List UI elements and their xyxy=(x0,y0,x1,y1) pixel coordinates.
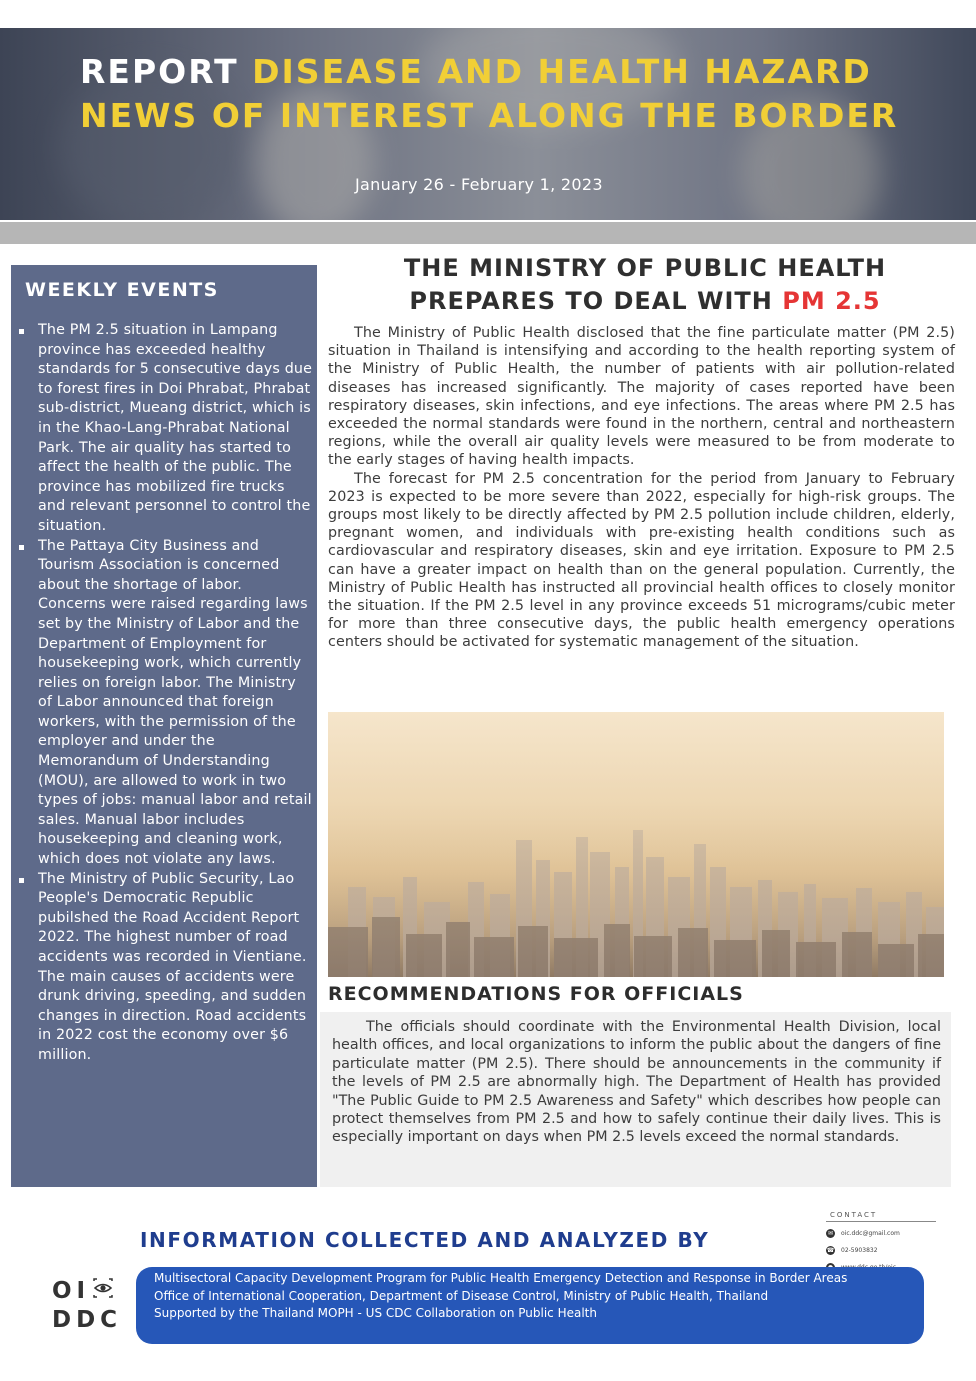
report-title-line2: NEWS OF INTEREST ALONG THE BORDER xyxy=(80,96,899,135)
article-title-highlight: PM 2.5 xyxy=(782,287,881,315)
weekly-events-title: WEEKLY EVENTS xyxy=(25,279,219,301)
support-line: Supported by the Thailand MOPH - US CDC Collaboration on Public Health xyxy=(154,1306,597,1320)
report-title xyxy=(80,50,940,138)
list-item: The PM 2.5 situation in Lampang province has exceeded healthy standards for 5 consecutive days due to forest fires in Doi Phrabat, Phrabat sub-district, Mueang district, which is in the Khao-Lang-Phrabat National Park. The air quality has started to affect the health of the public. The province has mobilized fire trucks and relevant personnel to control the situation. xyxy=(18,321,314,537)
divider-strip xyxy=(0,222,976,244)
smog-city-photo xyxy=(328,712,944,977)
program-info-box xyxy=(136,1267,924,1344)
header-banner xyxy=(0,28,976,220)
article-body xyxy=(328,324,955,652)
report-title-word: REPORT xyxy=(80,52,239,91)
weekly-events-list xyxy=(18,321,314,1066)
list-item: The Ministry of Public Security, Lao People's Democratic Republic pubilshed the Road Accident Report 2022. The highest number of road accidents was recorded in Vientiane. The main causes of accidents were drunk driving, speeding, and sudden changes in direction. Road accidents in 2022 cost the economy over $6 million. xyxy=(18,870,314,1066)
article-paragraph: The forecast for PM 2.5 concentration for the period from January to February 2023 is expected to be more severe than 2022, especially for high-risk groups. The groups most likely to be directly affected by PM 2.5 pollution include children, elderly, pregnant women, and individuals with pre-existing health conditions such as cardiovascular and respiratory diseases, skin and eye irritation. Exposure to PM 2.5 can have a greater impact on health than on the general population. Currently, the Ministry of Public Health has instructed all provincial health offices to closely monitor the situation. If the PM 2.5 level in any province exceeds 51 micrograms/cubic meter for more than three consecutive days, the public health emergency operations centers should be activated for systematic management of the situation. xyxy=(328,470,955,651)
phone-icon: ☎ xyxy=(826,1246,835,1254)
contact-email-text: oic.ddc@gmail.com xyxy=(841,1229,900,1237)
email-icon: ✉ xyxy=(827,1229,834,1237)
contact-phone-text: 02-5903832 xyxy=(841,1246,878,1254)
contact-label: CONTACT xyxy=(830,1211,878,1219)
oic-ddc-logo xyxy=(52,1277,132,1337)
report-date: January 26 - February 1, 2023 xyxy=(355,175,603,194)
recommendations-text: The officials should coordinate with the Environmental Health Division, local health offices, and local organizations to inform the public about the dangers of fine particulate matter (PM 2.5). There should be announcements in the community if the levels of PM 2.5 are abnormally high. The Department of Health has provided "The Public Guide to PM 2.5 Awareness and Safety" which describes how people can protect themselves from PM 2.5 and how to safely continue their daily lives. This is especially important on days when PM 2.5 levels exceed the normal standards. xyxy=(332,1019,941,1146)
recommendations-box xyxy=(320,1012,951,1187)
collected-by-heading: INFORMATION COLLECTED AND ANALYZED BY xyxy=(140,1228,710,1252)
contact-phone[interactable] xyxy=(826,1243,900,1257)
contact-email[interactable] xyxy=(826,1226,900,1240)
list-item: The Pattaya City Business and Tourism Association is concerned about the shortage of labor. Concerns were raised regarding laws set by the Ministry of Labor and the Department of Employment for housekeeping work, which currently relies on foreign labor. The Ministry of Labor announced that foreign workers, with the permission of the employer and under the Memorandum of Understanding (MOU), are allowed to work in two types of jobs: manual labor and retail sales. Manual labor includes housekeeping and cleaning work, which does not violate any laws. xyxy=(18,537,314,870)
office-name: Office of International Cooperation, Department of Disease Control, Ministry of Public Health, Thailand xyxy=(154,1288,769,1303)
article-paragraph: The Ministry of Public Health disclosed that the fine particulate matter (PM 2.5) situation in Thailand is intensifying and according to the health reporting system of the Ministry of Public Health, the number of patients with air pollution-related diseases has increased significantly. The majority of cases reported have been respiratory diseases, skin infections, and eye infections. The areas where PM 2.5 has exceeded the normal standards were found in the northern, central and northeastern regions, while the overall air quality levels were measured to be from moderate to the early stages of having health impacts. xyxy=(328,325,955,469)
article-title-line2: PREPARES TO DEAL WITH xyxy=(409,287,773,315)
weekly-events-sidebar xyxy=(11,265,317,1187)
logo-text-oi: OI xyxy=(52,1278,91,1304)
article-title-line1: THE MINISTRY OF PUBLIC HEALTH xyxy=(403,254,887,282)
article-title xyxy=(320,252,970,318)
eye-icon xyxy=(92,1277,114,1305)
logo-text-ddc: DDC xyxy=(52,1307,123,1333)
recommendations-title: RECOMMENDATIONS FOR OFFICIALS xyxy=(328,983,744,1005)
report-title-line1: DISEASE AND HEALTH HAZARD xyxy=(252,52,872,91)
contact-divider xyxy=(826,1221,936,1222)
program-name: Multisectoral Capacity Development Program for Public Health Emergency Detection and Response in Border Areas xyxy=(154,1271,848,1285)
